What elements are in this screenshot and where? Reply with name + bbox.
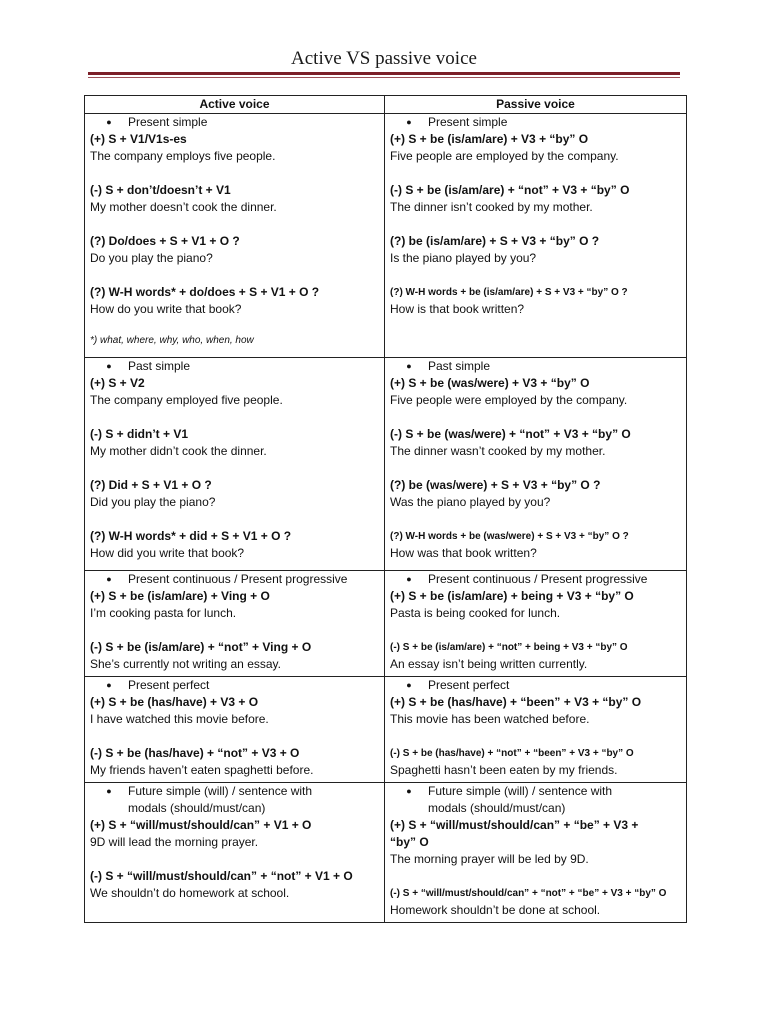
passive-cell	[385, 677, 687, 783]
tense-name: Present continuous / Present progressive	[428, 572, 648, 586]
tense-heading	[390, 783, 681, 817]
example-sentence: Did you play the piano?	[90, 495, 216, 509]
formula: (-) S + be (was/were) + “not” + V3 + “by” O	[390, 427, 631, 441]
formula: (-) S + “will/must/should/can” + “not” + V1 + O	[90, 869, 353, 883]
formula: (-) S + didn’t + V1	[90, 427, 189, 441]
table-row	[85, 114, 687, 358]
example-sentence: An essay isn’t being written currently.	[390, 657, 588, 671]
spacer	[90, 165, 379, 182]
spacer	[390, 165, 681, 182]
table-row	[85, 571, 687, 677]
example-sentence: The dinner isn’t cooked by my mother.	[390, 200, 593, 214]
tense-name: Future simple (will) / sentence with	[128, 784, 313, 798]
formula: (?) Did + S + V1 + O ?	[90, 478, 212, 492]
spacer	[390, 460, 681, 477]
example-sentence: Was the piano played by you?	[390, 495, 551, 509]
formula: (?) be (was/were) + S + V3 + “by” O ?	[390, 478, 601, 492]
title-rule-thin	[88, 77, 680, 78]
active-cell	[85, 783, 385, 923]
example-sentence: Spaghetti hasn’t been eaten by my friends.	[390, 763, 618, 777]
formula: (-) S + be (is/am/are) + “not” + Ving + O	[90, 640, 312, 654]
bullet-icon: ●	[406, 680, 412, 690]
spacer	[90, 511, 379, 528]
passive-cell	[385, 358, 687, 571]
example-sentence: Five people were employed by the company.	[390, 393, 628, 407]
formula: (-) S + “will/must/should/can” + “not” + “be” + V3 + “by” O	[390, 888, 667, 899]
tense-heading	[390, 358, 681, 375]
formula: (+) S + be (is/am/are) + Ving + O	[90, 589, 270, 603]
table-row	[85, 677, 687, 783]
header-passive: Passive voice	[385, 96, 687, 114]
header-row	[85, 96, 687, 114]
example-sentence: My mother doesn’t cook the dinner.	[90, 200, 277, 214]
table-row	[85, 358, 687, 571]
bullet-icon: ●	[406, 574, 412, 584]
formula: (?) W-H words* + did + S + V1 + O ?	[90, 529, 292, 543]
formula: (+) S + V2	[90, 376, 145, 390]
tense-heading	[390, 114, 681, 131]
formula: (+) S + be (is/am/are) + being + V3 + “by” O	[390, 589, 634, 603]
example-sentence: The morning prayer will be led by 9D.	[390, 852, 589, 866]
active-cell	[85, 571, 385, 677]
tense-heading	[90, 571, 379, 588]
formula-continued: “by” O	[390, 835, 429, 849]
passive-cell	[385, 114, 687, 358]
header-active: Active voice	[85, 96, 385, 114]
example-sentence: She’s currently not writing an essay.	[90, 657, 281, 671]
formula: (-) S + be (has/have) + “not” + “been” + V3 + “by” O	[390, 748, 634, 759]
example-sentence: Five people are employed by the company.	[390, 149, 619, 163]
example-sentence: How do you write that book?	[90, 302, 242, 316]
passive-cell	[385, 783, 687, 923]
example-sentence: How is that book written?	[390, 302, 525, 316]
example-sentence: My mother didn’t cook the dinner.	[90, 444, 267, 458]
formula: (+) S + be (is/am/are) + V3 + “by” O	[390, 132, 589, 146]
tense-name: Past simple	[128, 359, 191, 373]
tense-heading	[390, 677, 681, 694]
tense-heading	[90, 114, 379, 131]
example-sentence: The company employed five people.	[90, 393, 283, 407]
example-sentence: 9D will lead the morning prayer.	[90, 835, 259, 849]
spacer	[90, 851, 379, 868]
spacer	[90, 460, 379, 477]
bullet-icon: ●	[106, 786, 112, 796]
tense-heading	[90, 783, 379, 817]
formula: (?) W-H words + be (was/were) + S + V3 + “by” O ?	[390, 531, 629, 542]
bullet-icon: ●	[406, 786, 412, 796]
formula: (+) S + “will/must/should/can” + “be” + V3 +	[390, 818, 639, 832]
tense-name: Present continuous / Present progressive	[128, 572, 348, 586]
formula: (+) S + be (has/have) + “been” + V3 + “by” O	[390, 695, 642, 709]
formula: (+) S + V1/V1s-es	[90, 132, 187, 146]
example-sentence: I’m cooking pasta for lunch.	[90, 606, 237, 620]
bullet-icon: ●	[406, 361, 412, 371]
tense-name: Present perfect	[428, 678, 510, 692]
formula: (+) S + be (was/were) + V3 + “by” O	[390, 376, 590, 390]
example-sentence: How was that book written?	[390, 546, 537, 560]
tense-name: Future simple (will) / sentence with	[428, 784, 613, 798]
example-sentence: Do you play the piano?	[90, 251, 213, 265]
spacer	[390, 511, 681, 528]
tense-name: Present simple	[128, 115, 208, 129]
tense-name: Past simple	[428, 359, 491, 373]
active-cell	[85, 358, 385, 571]
tense-name: modals (should/must/can)	[128, 801, 266, 815]
tense-heading	[90, 358, 379, 375]
comparison-table	[84, 95, 687, 923]
spacer	[390, 267, 681, 284]
spacer	[90, 622, 379, 639]
passive-cell	[385, 571, 687, 677]
bullet-icon: ●	[106, 117, 112, 127]
example-sentence: How did you write that book?	[90, 546, 245, 560]
formula: (-) S + be (has/have) + “not” + V3 + O	[90, 746, 300, 760]
tense-heading	[390, 571, 681, 588]
bullet-icon: ●	[106, 680, 112, 690]
spacer	[390, 409, 681, 426]
example-sentence: Pasta is being cooked for lunch.	[390, 606, 561, 620]
spacer	[390, 216, 681, 233]
formula: (?) Do/does + S + V1 + O ?	[90, 234, 240, 248]
spacer	[390, 622, 681, 639]
formula: (+) S + “will/must/should/can” + V1 + O	[90, 818, 312, 832]
example-sentence: Is the piano played by you?	[390, 251, 537, 265]
formula: (-) S + be (is/am/are) + “not” + V3 + “by” O	[390, 183, 630, 197]
example-sentence: This movie has been watched before.	[390, 712, 590, 726]
example-sentence: The company employs five people.	[90, 149, 276, 163]
bullet-icon: ●	[406, 117, 412, 127]
example-sentence: I have watched this movie before.	[90, 712, 269, 726]
bullet-icon: ●	[106, 574, 112, 584]
page-title: Active VS passive voice	[291, 48, 477, 69]
formula: (+) S + be (has/have) + V3 + O	[90, 695, 259, 709]
example-sentence: Homework shouldn’t be done at school.	[390, 903, 601, 917]
example-sentence: My friends haven’t eaten spaghetti before.	[90, 763, 314, 777]
spacer	[390, 868, 681, 885]
example-sentence: The dinner wasn’t cooked by my mother.	[390, 444, 606, 458]
spacer	[90, 728, 379, 745]
formula: (-) S + don’t/doesn’t + V1	[90, 183, 231, 197]
footnote: *) what, where, why, who, when, how	[90, 335, 254, 346]
active-cell	[85, 677, 385, 783]
formula: (?) W-H words* + do/does + S + V1 + O ?	[90, 285, 320, 299]
title-rule-thick	[88, 72, 680, 75]
tense-name: Present perfect	[128, 678, 210, 692]
active-cell	[85, 114, 385, 358]
spacer	[90, 216, 379, 233]
formula: (?) W-H words + be (is/am/are) + S + V3 + “by” O ?	[390, 287, 628, 298]
tense-name: Present simple	[428, 115, 508, 129]
spacer	[90, 267, 379, 284]
formula: (-) S + be (is/am/are) + “not” + being + V3 + “by” O	[390, 642, 628, 653]
bullet-icon: ●	[106, 361, 112, 371]
example-sentence: We shouldn’t do homework at school.	[90, 886, 290, 900]
tense-heading	[90, 677, 379, 694]
tense-name: modals (should/must/can)	[428, 801, 566, 815]
table-row	[85, 783, 687, 923]
spacer	[90, 409, 379, 426]
formula: (?) be (is/am/are) + S + V3 + “by” O ?	[390, 234, 600, 248]
spacer	[390, 728, 681, 745]
